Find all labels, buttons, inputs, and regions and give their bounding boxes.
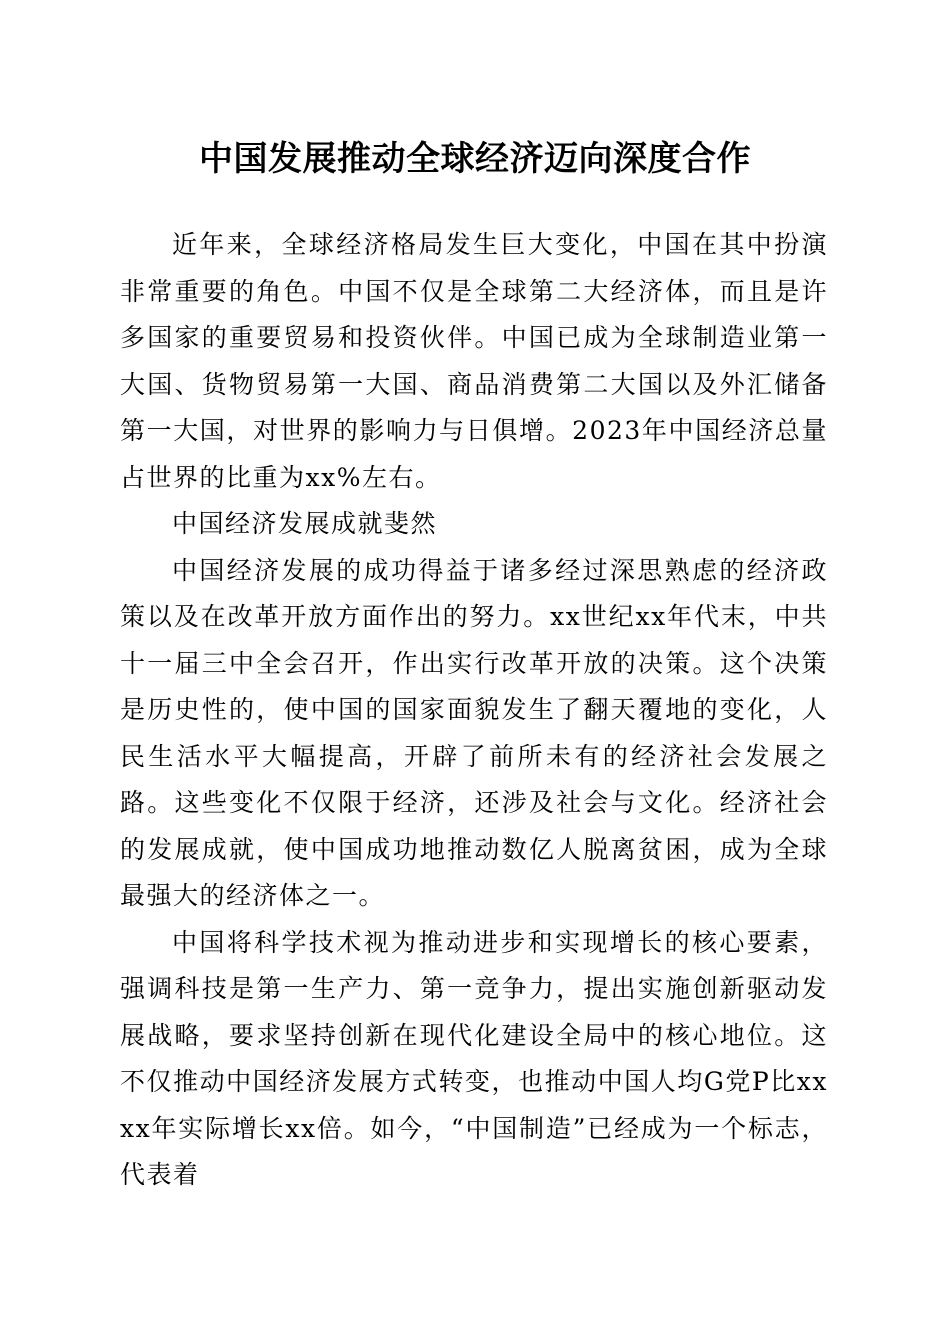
document-title: 中国发展推动全球经济迈向深度合作 (199, 139, 751, 179)
document-body (120, 222, 828, 1199)
paragraph-technology: 中国将科学技术视为推动进步和实现增长的核心要素，强调科技是第一生产力、第一竞争力，提出实施创新驱动发展战略，要求坚持创新在现代化建设全局中的核心地位。这不仅推动中国经济发展方式转变，也推动中国人均G党P比xxxx年实际增长xx倍。如今，“中国制造”已经成为一个标志，代表着 (120, 927, 828, 1189)
paragraph-intro: 近年来，全球经济格局发生巨大变化，中国在其中扮演非常重要的角色。中国不仅是全球第二大经济体，而且是许多国家的重要贸易和投资伙伴。中国已成为全球制造业第一大国、货物贸易第一大国、商品消费第二大国以及外汇储备第一大国，对世界的影响力与日俱增。2023年中国经济总量占世界的比重为xx%左右。 (120, 230, 828, 492)
section-heading: 中国经济发展成就斐然 (172, 509, 438, 538)
paragraph-reform: 中国经济发展的成功得益于诸多经过深思熟虑的经济政策以及在改革开放方面作出的努力。xx世纪xx年代末，中共十一届三中全会召开，作出实行改革开放的决策。这个决策是历史性的，使中国的国家面貌发生了翻天覆地的变化，人民生活水平大幅提高，开辟了前所未有的经济社会发展之路。这些变化不仅限于经济，还涉及社会与文化。经济社会的发展成就，使中国成功地推动数亿人脱离贫困，成为全球最强大的经济体之一。 (120, 555, 828, 910)
